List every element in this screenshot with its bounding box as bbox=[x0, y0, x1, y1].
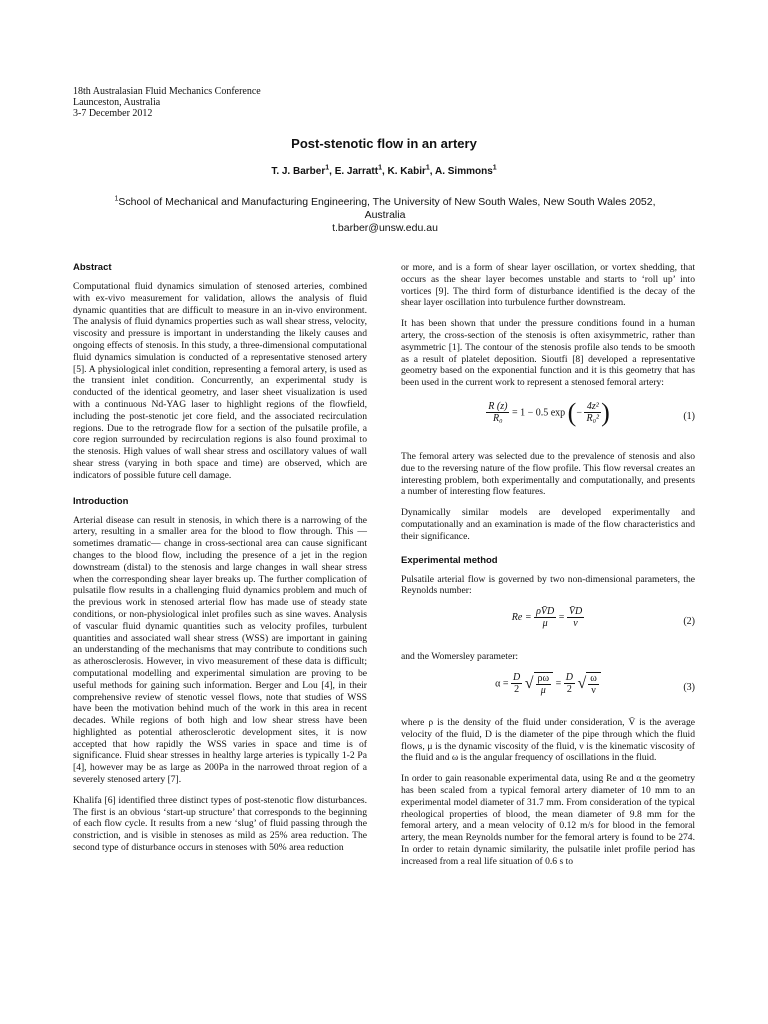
author-name: E. Jarratt bbox=[334, 166, 379, 177]
eq1-lhs-numerator: R (z) bbox=[488, 401, 508, 413]
body-paragraph: Pulsatile arterial flow is governed by two non-dimensional parameters, the Reynolds number: bbox=[401, 573, 695, 597]
introduction-heading: Introduction bbox=[73, 495, 129, 507]
eq3-equals: = bbox=[555, 678, 562, 690]
equation-number: (2) bbox=[683, 616, 695, 628]
introduction-paragraph: Khalifa [6] identified three distinct types of post-stenotic flow disturbances. The first is an obvious ‘start-up structure’ that corresponds to the beginning of each flow cycle. It results from a new ‘slug’ of fluid passing through the constriction, and is visible in stenoses as mild as 25% area reduction. The second type of disturbance occurs in stenoses with 50% area reduction bbox=[73, 794, 367, 854]
right-column bbox=[401, 262, 695, 877]
author-name: K. Kabir bbox=[387, 166, 426, 177]
eq1-inner-denominator: R₀² bbox=[586, 413, 600, 425]
eq3-root1-numerator: ρω bbox=[537, 672, 550, 684]
eq2-frac1-denominator: μ bbox=[542, 618, 548, 630]
body-paragraph: In order to gain reasonable experimental data, using Re and α the geometry has been scaled from a typical femoral artery diameter of 10 mm to an experimental model diameter of 31.7 mm. From consideration of the typical rheological properties of blood, the mean diameter of 9.8 mm for the femoral artery, and a mean velocity of 0.12 m/s for blood in the femoral artery, the mean Reynolds number for the femoral artery is found to be 274. In order to retain dynamic similarity, the pulsatile inlet profile period has increased from a real life situation of 0.6 s to bbox=[401, 773, 695, 867]
author-affiliation-mark: 1 bbox=[378, 164, 382, 172]
eq3-frac1-numerator: D bbox=[513, 672, 521, 684]
author-email[interactable]: t.barber@unsw.edu.au bbox=[332, 222, 438, 234]
body-paragraph: or more, and is a form of shear layer oscillation, or vortex shedding, that occurs as the shear layer becomes unstable and starts to ‘roll up’ into vortices [9]. The third form of disturbance identified is the decay of the shear layer oscillation into turbulence further downstream. bbox=[401, 262, 695, 309]
conference-name: 18th Australasian Fluid Mechanics Conference bbox=[73, 86, 261, 97]
abstract-text: Computational fluid dynamics simulation of stenosed arteries, combined with ex-vivo measurement for validation, allows the analysis of fluid dynamic quantities that are difficult to measure in an in-vivo environment. The analysis of fluid dynamics properties such as wall shear stress, velocity, viscosity and pressure is important in understanding the likely causes and ongoing effects of stenosis. In this study, a three-dimensional computational fluid dynamics simulation is conducted of a representative stenosed artery [5]. A physiological inlet condition, representing a femoral artery, is used as the transient inlet condition. Concurrently, an experimental study is conducted of the identical geometry, and laser sheet visualization is used with a continuous Nd-YAG laser to highlight regions of the flowfield, including the post-stenotic jet core field, and the associated recirculation regions. Due to the retrograde flow for a section of the pulsatile profile, a core region surrounded by recirculation regions is also found proximal to the stenosis. High values of wall shear stress and oscillatory values of wall shear stress (varying in both space and time) are observed, which are indicators of possible future cell damage. bbox=[73, 281, 367, 481]
author-name: T. J. Barber bbox=[271, 166, 326, 177]
eq1-lhs-denominator: R₀ bbox=[493, 413, 503, 425]
eq2-frac2-denominator: ν bbox=[573, 618, 578, 630]
eq3-root2-numerator: ω bbox=[590, 672, 597, 684]
author-list: T. J. Barber$^1$, E. Jarratt$^1$, K. Kabir$^1$, A. Simmons$^1$ bbox=[271, 164, 497, 177]
eq2-frac1-numerator: ρV̄D bbox=[536, 606, 555, 618]
introduction-paragraph: Arterial disease can result in stenosis, in which there is a narrowing of the artery, resulting in a smaller area for the blood to flow through. This —sometimes dramatic— change in cross-sectional area can cause significant changes to the blood flow, including the presence of a jet in the region downstream (distal) to the stenosis and large changes in wall shear stress when the corresponding shear layer breaks up. The further complication of pulsatile flow results in a challenging fluid dynamics problem and much of the previous work in stenosed arterial flow has made use of steady state conditions, or non-physiological inlet profiles such as sine waves. Analysis of vascular fluid dynamic quantities such as velocity profiles, turbulent quantities and associated wall shear stress (WSS) are important in gaining an understanding of the mechanisms that may contribute to conditions such as atherosclerosis. However, in vivo measurement of these data is difficult; computational modelling and experimental simulation are proving to be useful methods for gaining such information. Berger and Lou [4], in their comprehensive review of stenotic vessel flows, note that studies of WSS have been the motivation behind much of the work in this area in recent decades. While regions of both high and low shear stress have been highlighted as potential atherosclerotic development sites, it is now accepted that how rapidly the WSS varies in space and time is of significance. Fluid shear stresses in healthy large arteries is typically 1-2 Pa [4], however may be as large as 200Pa in the narrowed throat region of a severely stenosed artery [7]. bbox=[73, 514, 367, 786]
author-affiliation-mark: 1 bbox=[425, 164, 430, 172]
equation-1: $\frac{R (z)}{\text{R₀}}$ = 1 − 0.5 exp (− $\frac{\text{4z²}}{\text{R₀²}}$ ) (1) bbox=[488, 397, 695, 427]
body-paragraph: where ρ is the density of the fluid under consideration, V̄ is the average velocity of the fluid, D is the diameter of the pipe through which the fluid flows, μ is the dynamic viscosity of the fluid, ν is the kinematic viscosity of the fluid and ω is the angular frequency of oscillations in the fluid. bbox=[401, 716, 695, 764]
eq3-frac2-numerator: D bbox=[565, 672, 573, 684]
affiliation-country: Australia bbox=[364, 209, 406, 221]
eq2-frac2-numerator: V̄D bbox=[568, 606, 583, 618]
abstract-heading: Abstract bbox=[73, 262, 112, 273]
eq1-inner-numerator: 4z² bbox=[584, 401, 601, 413]
eq3-frac1-denominator: 2 bbox=[514, 684, 520, 696]
eq1-middle: = 1 − 0.5 exp bbox=[511, 407, 566, 419]
equation-number: (3) bbox=[683, 681, 695, 693]
author-affiliation-mark: 1 bbox=[492, 164, 497, 172]
equation-3: α = $\frac{D}{2}$ √ $\frac{\rho\omega}{\mu}$ = $\frac{D}{2}$ √ $\frac{\omega}{\nu}$ (3) bbox=[495, 672, 695, 696]
eq3-lhs: α = bbox=[495, 678, 509, 690]
affiliation bbox=[80, 196, 690, 235]
equation-number: (1) bbox=[683, 410, 695, 422]
body-paragraph: Dynamically similar models are developed experimentally and computationally and an examination is made of the flow characteristics and their significance. bbox=[401, 507, 695, 542]
paper-title: Post-stenotic flow in an artery bbox=[291, 136, 477, 151]
body-paragraph: and the Womersley parameter: bbox=[401, 651, 519, 663]
eq2-lhs: Re = bbox=[511, 611, 532, 623]
eq3-root2-denominator: ν bbox=[591, 684, 596, 696]
body-paragraph: It has been shown that under the pressure conditions found in a human artery, the cross-section of the stenosis is often axisymmetric, rather than asymmetric [1]. The contour of the stenosis profile also tends to be smooth as a result of platelet deposition. Sioutfi [8] developed a representative geometry based on the exponential function and it is this geometry that has been used in the current work to represent a stenosed femoral artery: bbox=[401, 318, 695, 389]
affiliation-mark: 1 bbox=[114, 195, 119, 203]
left-column bbox=[73, 262, 367, 863]
conference-info bbox=[73, 86, 261, 119]
equation-2 bbox=[401, 606, 695, 642]
experimental-method-heading: Experimental method bbox=[401, 554, 498, 566]
eq2-equals: = bbox=[558, 611, 565, 623]
conference-dates: 3-7 December 2012 bbox=[73, 108, 153, 119]
conference-location: Launceston, Australia bbox=[73, 97, 161, 108]
author-affiliation-mark: 1 bbox=[325, 164, 330, 172]
body-paragraph: The femoral artery was selected due to the prevalence of stenosis and also due to the reversing nature of the flow profile. This flow reversal creates an interesting problem, both experimentally and computationally, and presents a number of interesting flow features. bbox=[401, 450, 695, 498]
eq3-frac2-denominator: 2 bbox=[566, 684, 572, 696]
author-name: A. Simmons bbox=[434, 166, 493, 177]
affiliation-line: School of Mechanical and Manufacturing Engineering, The University of New South Wales, New South Wales 2052, bbox=[118, 196, 656, 208]
eq3-root1-denominator: μ bbox=[540, 684, 546, 696]
